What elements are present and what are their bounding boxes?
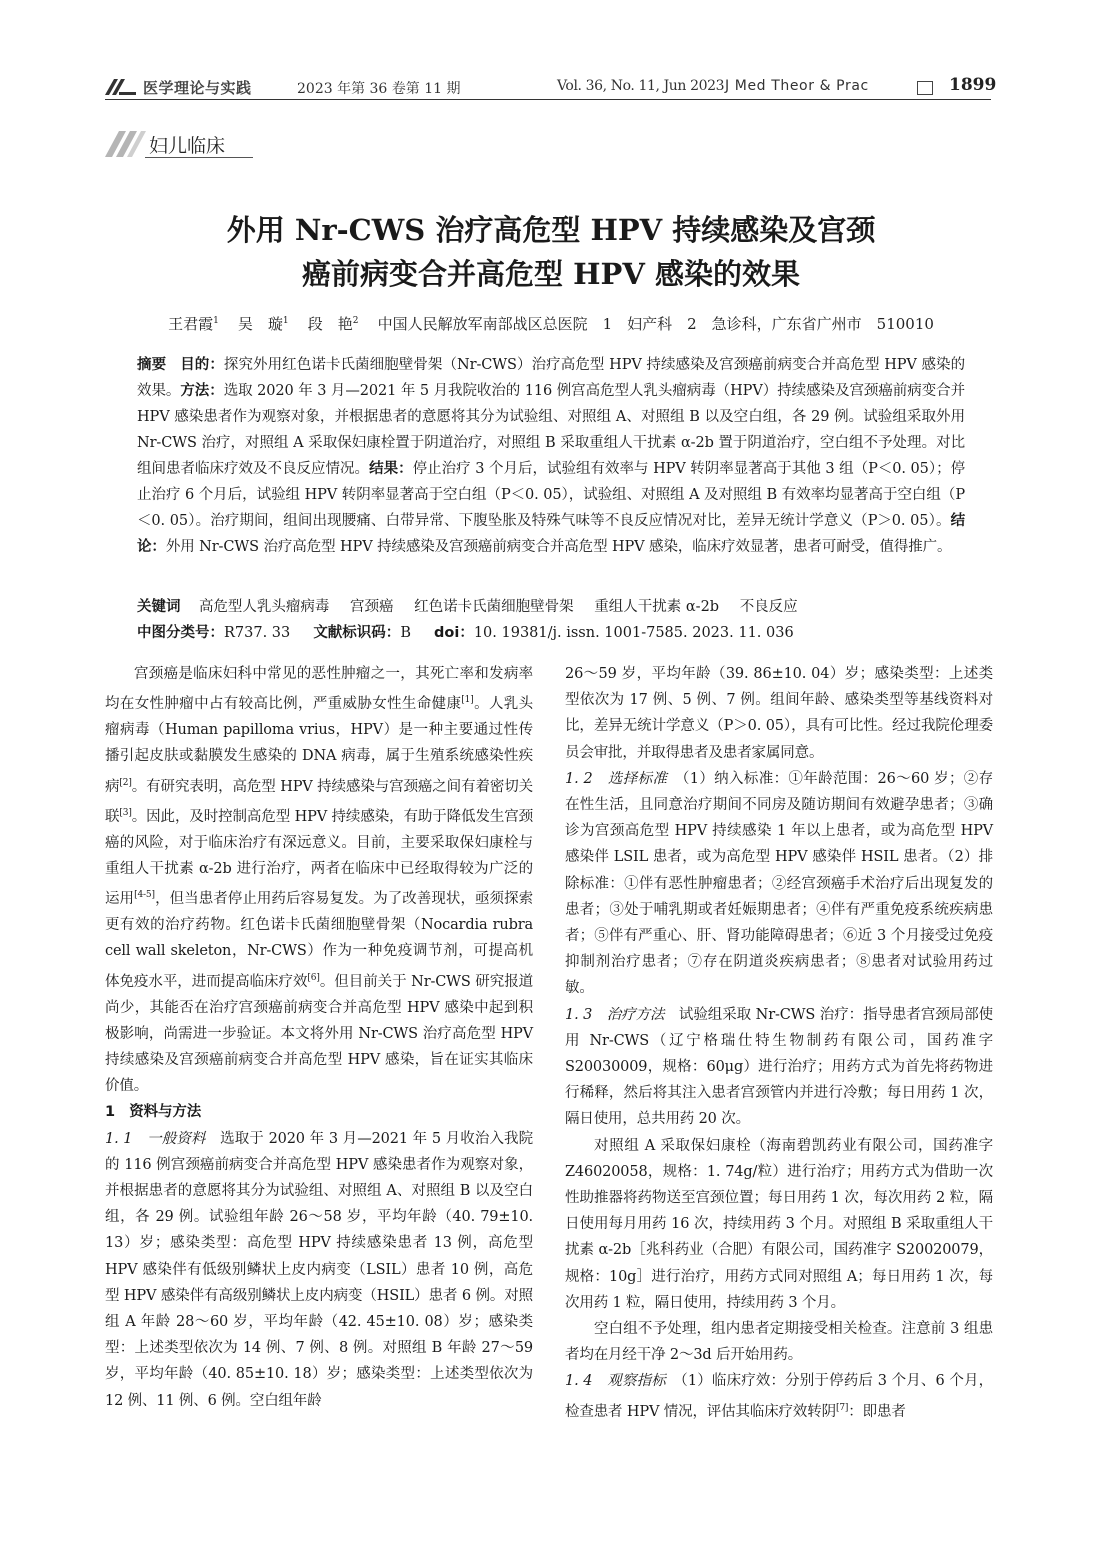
subsection-1-2: [565, 766, 993, 1002]
body-column-left: [105, 661, 533, 1414]
citation-ref[interactable]: [1]: [461, 695, 474, 706]
header-divider: [105, 99, 991, 100]
citation-ref[interactable]: [4-5]: [134, 890, 155, 901]
issue-info-cn: 2023 年第 36 卷第 11 期: [297, 81, 461, 97]
clc-code: R737. 33: [224, 625, 291, 641]
keywords: [137, 594, 965, 620]
keywords-label: 关键词: [137, 599, 181, 615]
subsection-heading: 1. 2 选择标准: [565, 770, 668, 787]
keyword: 重组人干扰素 α-2b: [594, 599, 720, 615]
subsection-heading: 1. 3 治疗方法: [565, 1006, 665, 1023]
result-text: 停止治疗 3 个月后，试验组有效率与 HPV 转阴率显著高于其他 3 组（P＜0. 05）；停止治疗 6 个月后，试验组 HPV 转阴率显著高于空白组（P＜0. 05），试验组、对照组 A 及对照组 B 有效率均显著高于空白组（P＜0. 05）。治疗期间，组间出现腰痛、白带异常、下腹坠胀及特殊气味等不良反应情况对比，差异无统计学意义（P＞0. 05）。: [137, 461, 965, 529]
citation-ref[interactable]: [3]: [119, 807, 132, 818]
paragraph: 26～59 岁，平均年龄（39. 86±10. 04）岁；感染类型：上述类型依次为 17 例、5 例、7 例。组间年龄、感染类型等基线资料对比，差异无统计学意义（P＞0. 05），具有可比性。经过我院伦理委员会审批，并取得患者及患者家属同意。: [565, 666, 993, 761]
intro-paragraph: [105, 661, 533, 1099]
clc-label: 中图分类号：: [137, 625, 224, 641]
method-label: 方法：: [180, 383, 224, 399]
title-line: 外用 Nr-CWS 治疗高危型 HPV 持续感染及宫颈: [226, 213, 876, 247]
article-title: [0, 208, 1102, 296]
text-run: （1）临床疗效：分别于停药后 3 个月、6 个月，检查患者 HPV 情况，评估其临床疗效转阴: [565, 1373, 993, 1420]
text-run: 。但目前关于 Nr-CWS 研究报道尚少，其能否在治疗宫颈癌前病变合并高危型 HPV 感染中起到积极影响，尚需进一步验证。本文将外用 Nr-CWS 治疗高危型 HPV 持续感染及宫颈癌前病变合并高危型 HPV 感染，旨在证实其临床价值。: [105, 973, 533, 1095]
keyword: 高危型人乳头瘤病毒: [198, 599, 330, 615]
section-heading: 1 资料与方法: [105, 1104, 202, 1121]
author-affiliation-mark: 1: [213, 316, 219, 326]
text-run: ，但当患者停止用药后容易复发。为了改善现状，亟须探索更有效的治疗药物。红色诺卡氏菌细胞壁骨架（Nocardia rubra cell wall skeleton，Nr-CWS）作为一种免疫调节剂，可提高机体免疫水平，进而提高临床疗效: [105, 890, 533, 990]
keyword: 宫颈癌: [350, 599, 394, 615]
conclusion-text: 外用 Nr-CWS 治疗高危型 HPV 持续感染及宫颈癌前病变合并高危型 HPV 感染，临床疗效显著，患者可耐受，值得推广。: [165, 539, 952, 555]
doi-label: doi：: [434, 625, 474, 641]
text-run: 试验组采取 Nr-CWS 治疗：指导患者宫颈局部使用 Nr-CWS（辽宁格瑞仕特生物制药有限公司，国药准字 S20030009，规格：60μg）进行治疗；用药方式为首先将药物进行稀释，然后将其注入患者宫颈管内并进行冷敷；每日用药 1 次，隔日使用，总共用药 20 次。: [565, 1006, 993, 1128]
issue-info-en: Vol. 36, No. 11, Jun 2023: [557, 78, 725, 94]
doc-code: B: [400, 625, 411, 641]
keyword: 红色诺卡氏菌细胞壁骨架: [414, 599, 574, 615]
text-run: 。因此，及时控制高危型 HPV 持续感染，有助于降低发生宫颈癌的风险，对于临床治疗有深远意义。目前，主要采取保妇康栓与重组人干扰素 α-2b 进行治疗，两者在临床中已经取得较为广泛的运用: [105, 808, 533, 907]
text-run: 。人乳头瘤病毒（Human papilloma vrius，HPV）是一种主要通过性传播引起皮肤或黏膜发生感染的 DNA 病毒，属于生殖系统感染性疾病: [105, 696, 533, 795]
author-name: 段 艳: [307, 315, 353, 333]
abstract-label: 摘要: [137, 357, 167, 373]
title-line: 癌前病变合并高危型 HPV 感染的效果: [302, 257, 800, 291]
method-text: 选取 2020 年 3 月—2021 年 5 月我院收治的 116 例宫高危型人乳头瘤病毒（HPV）持续感染及宫颈癌前病变合并 HPV 感染患者作为观察对象，并根据患者的意愿将其分为试验组、对照组 A、对照组 B 以及空白组，各 29 例。试验组采取外用 Nr-CWS 治疗，对照组 A 采取保妇康栓置于阴道治疗，对照组 B 采取重组人干扰素 α-2b 置于阴道治疗，空白组不予处理。对比组间患者临床疗效及不良反应情况。: [137, 383, 966, 477]
conclusion-label: 结论：: [137, 513, 965, 555]
abstract: [137, 352, 965, 560]
citation-ref[interactable]: [7]: [835, 1402, 849, 1413]
affiliation: 中国人民解放军南部战区总医院 1 妇产科 2 急诊科，广东省广州市 510010: [377, 315, 934, 333]
running-header: [105, 75, 997, 100]
citation-ref[interactable]: [6]: [307, 972, 320, 983]
author-affiliation-mark: 2: [352, 316, 359, 326]
paragraph: 空白组不予处理，组内患者定期接受相关检查。注意前 3 组患者均在月经干净 2～3d 后开始用药。: [565, 1321, 993, 1364]
page-number: 1899: [949, 75, 997, 95]
classification-line: [137, 620, 965, 646]
square-icon: [917, 81, 933, 95]
section-logo-icon: [105, 129, 147, 159]
journal-abbreviation: J Med Theor & Prac: [725, 78, 869, 94]
author-name: 吴 璇: [237, 315, 283, 333]
author-name: 王君霞: [168, 315, 214, 333]
objective-text: 探究外用红色诺卡氏菌细胞壁骨架（Nr-CWS）治疗高危型 HPV 持续感染及宫颈癌前病变合并高危型 HPV 感染的效果。: [137, 357, 965, 399]
subsection-1-4: [565, 1368, 993, 1424]
section-underline: [145, 157, 253, 158]
subsection-heading: 1. 4 观察指标: [565, 1373, 666, 1390]
text-run: 选取于 2020 年 3 月—2021 年 5 月收治入我院的 116 例宫颈癌前病变合并高危型 HPV 感染患者作为观察对象，并根据患者的意愿将其分为试验组、对照组 A、对照组 B 以及空白组，各 29 例。试验组年龄 26～58 岁，平均年龄（40. 79±10. 13）岁；感染类型：高危型 HPV 持续感染患者 13 例，高危型 HPV 感染伴有低级别鳞状上皮内病变（LSIL）患者 10 例，高危型 HPV 感染伴有高级别鳞状上皮内病变（HSIL）患者 6 例。对照组 A 年龄 28～60 岁，平均年龄（42. 45±10. 08）岁；感染类型：上述类型依次为 14 例、7 例、8 例。对照组 B 年龄 27～59 岁，平均年龄（40. 85±10. 18）岁；感染类型：上述类型依次为 12 例、11 例、6 例。空白组年龄: [105, 1130, 533, 1409]
journal-logo-icon: [105, 78, 137, 96]
body-column-right: [565, 661, 993, 1425]
author-affiliation-mark: 1: [282, 316, 289, 326]
keyword: 不良反应: [739, 599, 798, 615]
text-run: 宫颈癌是临床妇科中常见的恶性肿瘤之一，其死亡率和发病率均在女性肿瘤中占有较高比例，严重威胁女性生命健康: [105, 666, 533, 713]
doc-code-label: 文献标识码：: [313, 625, 401, 641]
section-tag: [105, 127, 255, 161]
doi-value: 10. 19381/j. issn. 1001-7585. 2023. 11. 036: [473, 625, 794, 641]
paragraph: 对照组 A 采取保妇康栓（海南碧凯药业有限公司，国药准字 Z46020058，规格：1. 74g/粒）进行治疗；用药方式为借助一次性助推器将药物送至宫颈位置；每日用药 1 次，每次用药 2 粒，隔日使用每月用药 16 次，持续用药 3 个月。对照组 B 采取重组人干扰素 α-2b［兆科药业（合肥）有限公司，国药准字 S20020079，规格：10g］进行治疗，用药方式同对照组 A；每日用药 1 次，每次用药 1 粒，隔日使用，持续用药 3 个月。: [565, 1137, 993, 1311]
subsection-1-3: [565, 1002, 993, 1133]
text-run: ：即患者: [848, 1403, 906, 1420]
objective-label: 目的：: [180, 357, 224, 373]
text-run: （1）纳入标准：①年龄范围：26～60 岁；②存在性生活，且同意治疗期间不同房及随访期间有效避孕患者；③确诊为宫颈高危型 HPV 持续感染 1 年以上患者，或为高危型 HPV 感染伴 LSIL 患者，或为高危型 HPV 感染伴 HSIL 患者。（2）排除标准：①伴有恶性肿瘤患者；②经宫颈癌手术治疗后出现复发的患者；③处于哺乳期或者妊娠期患者；④伴有严重免疫系统疾病患者；⑤伴有严重心、肝、肾功能障碍患者；⑥近 3 个月接受过免疫抑制剂治疗患者；⑦存在阴道炎疾病患者；⑧患者对试验用药过敏。: [565, 770, 993, 997]
author-line: [0, 313, 1102, 334]
journal-name: 医学理论与实践: [143, 79, 252, 97]
section-name: 妇儿临床: [149, 135, 226, 157]
result-label: 结果：: [369, 461, 413, 477]
text-run: 。有研究表明，高危型 HPV 持续感染与宫颈癌之间有着密切关联: [105, 778, 533, 825]
subsection-1-1: [105, 1126, 533, 1414]
citation-ref[interactable]: [2]: [119, 777, 132, 788]
subsection-heading: 1. 1 一般资料: [105, 1130, 206, 1147]
